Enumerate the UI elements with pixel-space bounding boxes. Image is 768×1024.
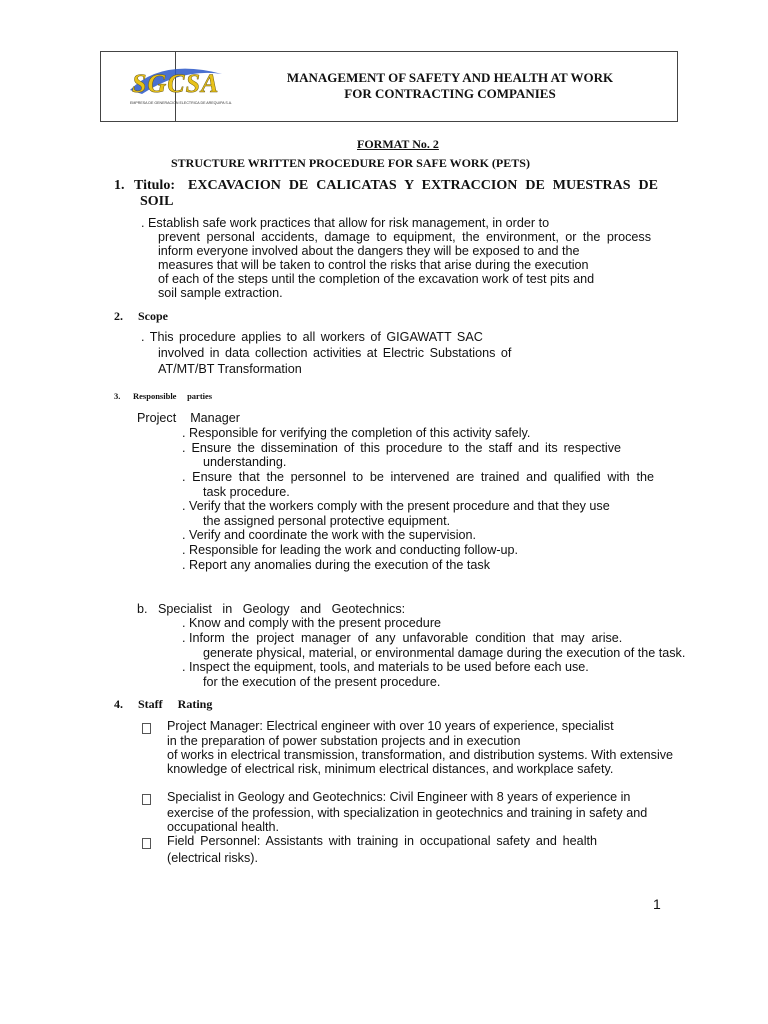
section3-label: Responsible parties — [133, 391, 213, 401]
header-title-line2: FOR CONTRACTING COMPANIES — [344, 86, 556, 101]
staff-rating-line: knowledge of electrical risk, minimum electrical distances, and workplace safety. — [167, 762, 614, 776]
section4-label: Staff Rating — [138, 697, 213, 711]
section2-text-line: involved in data collection activities at Electric Substations of — [158, 346, 512, 360]
responsibility-line: . Responsible for verifying the completion of this activity safely. — [182, 426, 531, 440]
specialist-line: . Know and comply with the present procedure — [182, 616, 442, 630]
header-title-line1: MANAGEMENT OF SAFETY AND HEALTH AT WORK — [286, 70, 614, 85]
responsibility-line: . Verify that the workers comply with the present procedure and that they use — [182, 499, 610, 513]
section2-text-line: AT/MT/BT Transformation — [158, 362, 302, 376]
staff-rating-line: in the preparation of power substation projects and in execution — [167, 734, 521, 748]
bullet-box-icon — [142, 794, 151, 805]
responsibility-line: . Ensure that the personnel to be intervened are trained and qualified with the — [182, 470, 654, 484]
staff-rating-line: Project Manager: Electrical engineer with over 10 years of experience, specialist — [167, 719, 614, 733]
staff-rating-line: exercise of the profession, with specialization in geotechnics and training in safety and — [167, 806, 648, 820]
specialist-line: . Inspect the equipment, tools, and materials to be used before each use. — [182, 660, 589, 674]
section2-label: Scope — [138, 309, 168, 323]
section2-number: 2. — [114, 309, 123, 323]
responsibility-line: task procedure. — [203, 485, 290, 499]
responsibility-line: . Ensure the dissemination of this procedure to the staff and its respective — [182, 441, 621, 455]
section1-text-line: inform everyone involved about the dangers they will be exposed to and the — [158, 244, 580, 258]
page-number: 1 — [653, 896, 661, 912]
staff-rating-line: Specialist in Geology and Geotechnics: Civil Engineer with 8 years of experience in — [167, 790, 631, 804]
responsibility-line: . Verify and coordinate the work with the supervision. — [182, 528, 477, 542]
staff-rating-line: (electrical risks). — [167, 851, 258, 865]
company-logo — [122, 60, 232, 108]
staff-rating-line: Field Personnel: Assistants with training in occupational safety and health — [167, 834, 597, 848]
section3-number: 3. — [114, 391, 121, 401]
staff-rating-line: of works in electrical transmission, transformation, and distribution systems. With extensive — [167, 748, 674, 762]
bullet-box-icon — [142, 838, 151, 849]
responsibility-line: . Report any anomalies during the execution of the task — [182, 558, 491, 572]
bullet-box-icon — [142, 723, 151, 734]
format-number: FORMAT No. 2 — [357, 137, 439, 151]
specialist-line: . Inform the project manager of any unfavorable condition that may arise. — [182, 631, 623, 645]
document-subtitle: STRUCTURE WRITTEN PROCEDURE FOR SAFE WORK (PETS) — [171, 156, 530, 170]
section1-label: Titulo: — [134, 178, 175, 193]
section2-text-line: . This procedure applies to all workers of GIGAWATT SAC — [141, 330, 483, 344]
project-manager-heading: Project Manager — [137, 411, 240, 425]
section1-text-line: of each of the steps until the completion of the excavation work of test pits and — [158, 272, 595, 286]
responsibility-line: the assigned personal protective equipment. — [203, 514, 451, 528]
section1-text-line: soil sample extraction. — [158, 286, 283, 300]
responsibility-line: . Responsible for leading the work and conducting follow-up. — [182, 543, 519, 557]
svg-text:SGCSA: SGCSA — [132, 69, 220, 98]
specialist-heading: b. Specialist in Geology and Geotechnics: — [137, 602, 406, 616]
section1-text-line: measures that will be taken to control the risks that arise during the execution — [158, 258, 589, 272]
specialist-line: for the execution of the present procedure. — [203, 675, 441, 689]
section1-number: 1. — [114, 178, 125, 193]
staff-rating-line: occupational health. — [167, 820, 280, 834]
section1-text-line: . Establish safe work practices that allow for risk management, in order to — [141, 216, 550, 230]
svg-text:EMPRESA DE GENERACION ELECTRIC: EMPRESA DE GENERACION ELECTRICA DE AREQUIPA S.A. — [130, 101, 232, 105]
section4-number: 4. — [114, 697, 123, 711]
section1-title-line1: EXCAVACION DE CALICATAS Y EXTRACCION DE MUESTRAS DE — [188, 178, 658, 193]
section1-text-line: prevent personal accidents, damage to equipment, the environment, or the process — [158, 230, 651, 244]
responsibility-line: understanding. — [203, 455, 287, 469]
section1-title-line2: SOIL — [140, 194, 174, 209]
specialist-line: generate physical, material, or environmental damage during the execution of the task. — [203, 646, 686, 660]
